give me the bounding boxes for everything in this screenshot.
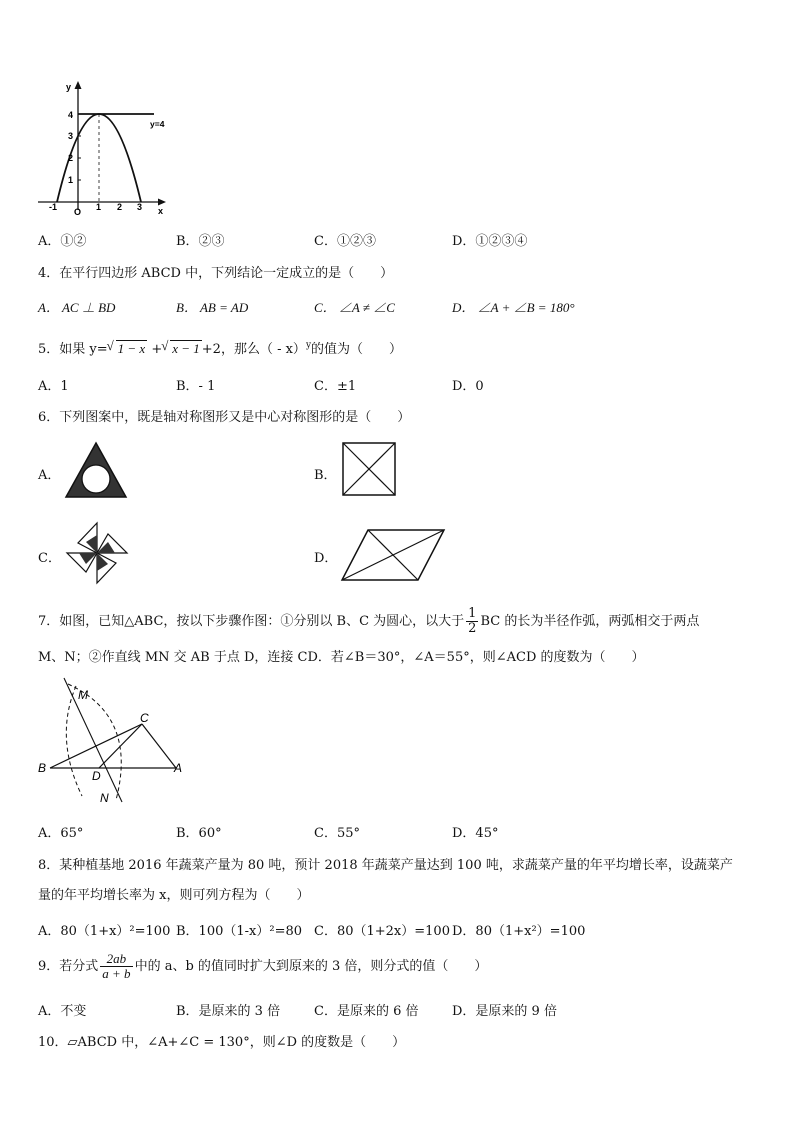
label-m: M (78, 688, 88, 702)
q7-option-a[interactable]: A．65° (38, 826, 84, 841)
q10-stem: 10．▱ABCD 中，∠A+∠C = 130°，则∠D 的度数是（ ） (38, 1035, 406, 1050)
q7-line-1 (38, 607, 699, 636)
pinwheel-figure[interactable] (64, 521, 130, 585)
q9-option-c[interactable]: C．是原来的 6 倍 (314, 1004, 419, 1019)
q5-option-a[interactable]: A．1 (38, 379, 69, 394)
triangle-circle-figure[interactable] (64, 441, 128, 499)
x-axis-label: x (158, 206, 164, 216)
q7-line1-prefix: 7．如图，已知△ABC，按以下步骤作图：①分别以 B、C 为圆心，以大于 (38, 614, 465, 629)
q5-stem-suffix: +2，那么（ - x） (201, 342, 306, 357)
label-n: N (100, 791, 109, 805)
triangle-construction-figure (34, 676, 204, 808)
q7-frac-den: 2 (468, 621, 477, 636)
q8-option-d[interactable]: D．80（1+x²）=100 (452, 924, 586, 939)
x-axis-arrow (158, 199, 166, 206)
q7-fraction (466, 607, 478, 636)
x-tick-1: 1 (96, 202, 102, 212)
q7-line1-suffix: BC 的长为半径作弧，两弧相交于两点 (480, 614, 700, 629)
square-cross-figure[interactable] (341, 441, 397, 497)
q7-line-2: M、N；②作直线 MN 交 AB 于点 D，连接 CD．若∠B＝30°，∠A＝55°，则∠ACD 的度数为（ ） (38, 650, 645, 665)
y-tick-1: 1 (68, 175, 74, 185)
q9-option-a[interactable]: A．不变 (38, 1004, 87, 1019)
q4-stem: 4．在平行四边形 ABCD 中，下列结论一定成立的是（ ） (38, 266, 394, 281)
y-tick-3: 3 (68, 131, 74, 141)
q4-option-c[interactable]: C． ∠A ≠ ∠C (314, 300, 395, 315)
y-axis-label: y (66, 82, 72, 92)
rhombus-cross-figure[interactable] (340, 528, 446, 582)
q7-option-d[interactable]: D．45° (452, 826, 499, 841)
q8-line-1: 8．某种植基地 2016 年蔬菜产量为 80 吨，预计 2018 年蔬菜产量达到 100 吨，求蔬菜产量的年平均增长率，设蔬菜产 (38, 858, 733, 873)
q7-frac-num: 1 (468, 606, 477, 621)
label-c: C (140, 711, 149, 725)
q5-exponent: y (305, 340, 312, 351)
q6-stem: 6．下列图案中，既是轴对称图形又是中心对称图形的是（ ） (38, 410, 411, 425)
label-b: B (38, 761, 47, 775)
q5-root-1: √ 1 − x (116, 340, 148, 357)
q8-option-b[interactable]: B．100（1-x）²=80 (176, 924, 303, 939)
q9-suffix: 中的 a、b 的值同时扩大到原来的 3 倍，则分式的值（ ） (134, 959, 488, 974)
q4-option-a[interactable]: A． AC ⊥ BD (38, 300, 116, 315)
q7-option-c[interactable]: C．55° (314, 826, 360, 841)
label-d: D (92, 769, 101, 783)
y-tick-4: 4 (68, 110, 74, 120)
y-tick-2: 2 (68, 153, 74, 163)
q6-label-a[interactable]: A． (38, 468, 61, 483)
q3-option-d[interactable]: D．①②③④ (452, 234, 528, 249)
origin-label: O (74, 207, 82, 217)
q6-label-d[interactable]: D． (314, 551, 338, 566)
line-label-y4: y=4 (150, 119, 165, 129)
x-tick-neg1: -1 (49, 202, 58, 212)
q9-fraction (100, 952, 132, 981)
q9-frac-den: a + b (102, 966, 131, 981)
q5-option-d[interactable]: D．0 (452, 379, 484, 394)
q8-option-a[interactable]: A．80（1+x）²=100 (38, 924, 171, 939)
q5-stem-prefix: 5．如果 y= (38, 342, 108, 357)
q3-option-b[interactable]: B．②③ (176, 234, 225, 249)
q9-option-d[interactable]: D．是原来的 9 倍 (452, 1004, 557, 1019)
q3-option-a[interactable]: A．①② (38, 234, 87, 249)
q7-option-b[interactable]: B．60° (176, 826, 222, 841)
q6-label-b[interactable]: B． (314, 468, 337, 483)
q4-option-b[interactable]: B． AB = AD (176, 300, 249, 315)
q9-prefix: 9．若分式 (38, 959, 99, 974)
label-a: A (174, 761, 183, 775)
q5-option-c[interactable]: C．±1 (314, 379, 357, 394)
x-tick-2: 2 (117, 202, 123, 212)
q5-stem-end: 的值为（ ） (311, 342, 403, 357)
q5-root-2: √ x − 1 (170, 340, 202, 357)
q6-label-c[interactable]: C． (38, 551, 61, 566)
x-tick-3: 3 (137, 202, 143, 212)
q5-stem (38, 338, 402, 357)
q4-option-d[interactable]: D． ∠A + ∠B = 180° (452, 300, 575, 315)
q9-option-b[interactable]: B．是原来的 3 倍 (176, 1004, 281, 1019)
q8-option-c[interactable]: C．80（1+2x）=100 (314, 924, 450, 939)
q9-frac-num: 2ab (100, 952, 132, 967)
q8-line-2: 量的年平均增长率为 x，则可列方程为（ ） (38, 888, 310, 903)
q9-stem (38, 952, 487, 981)
y-axis-arrow (75, 81, 82, 89)
q5-plus: + (151, 342, 163, 357)
q3-option-c[interactable]: C．①②③ (314, 234, 376, 249)
q5-option-b[interactable]: B．- 1 (176, 379, 216, 394)
parabola-graph (34, 76, 174, 218)
